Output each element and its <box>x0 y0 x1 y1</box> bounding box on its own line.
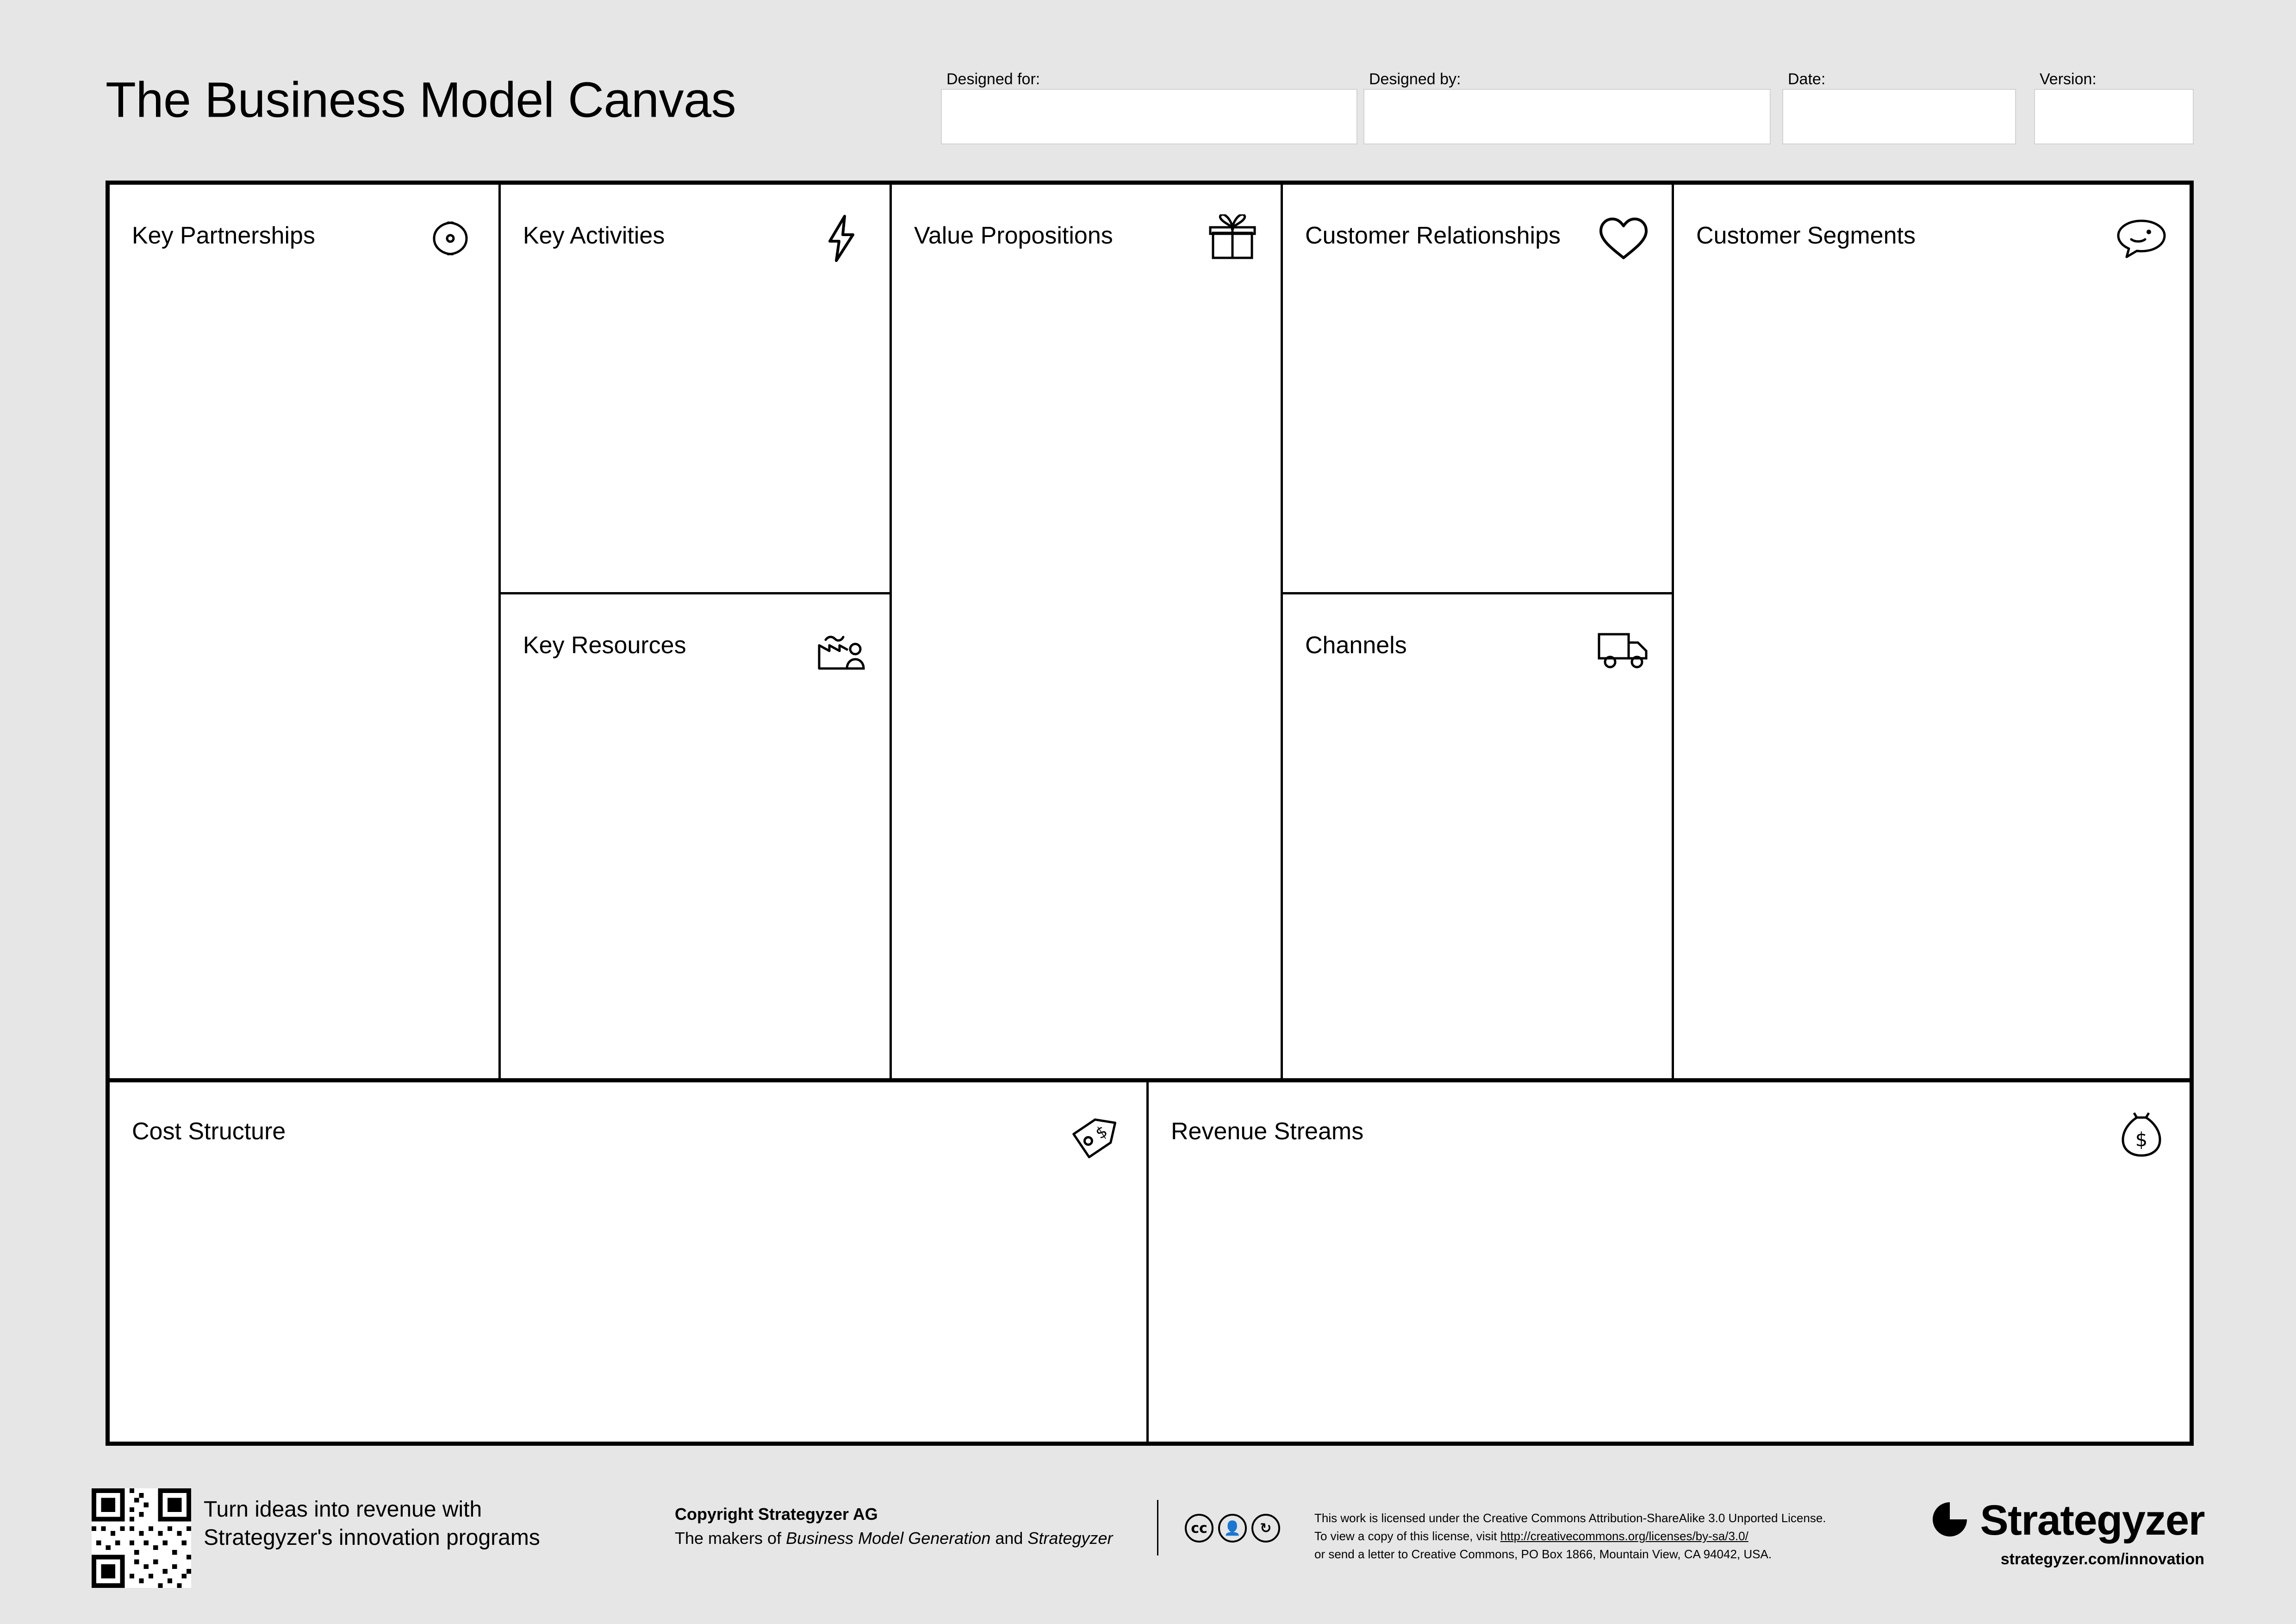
qr-code[interactable] <box>92 1488 191 1588</box>
date-label: Date: <box>1788 70 1826 88</box>
license-line-3: or send a letter to Creative Commons, PO Box 1866, Mountain View, CA 94042, USA. <box>1314 1547 1772 1561</box>
svg-text:$: $ <box>2135 1128 2148 1151</box>
makers-and: and <box>990 1529 1028 1548</box>
footer-tagline-line2: Strategyzer's innovation programs <box>204 1525 540 1550</box>
divider-horizontal-bottom-row <box>110 1078 2190 1082</box>
block-customer-relationships[interactable] <box>1283 185 1672 592</box>
block-revenue-streams[interactable] <box>1149 1081 2190 1442</box>
canvas-grid <box>106 181 2194 1446</box>
date-input[interactable] <box>1783 90 2015 144</box>
canvas-header <box>0 0 2296 174</box>
divider-vertical-3 <box>1281 185 1283 1078</box>
block-title-cost-structure: Cost Structure <box>132 1118 286 1145</box>
version-input[interactable] <box>2035 90 2193 144</box>
brand-url[interactable]: strategyzer.com/innovation <box>2000 1550 2204 1568</box>
block-customer-segments[interactable] <box>1674 185 2190 1078</box>
version-label: Version: <box>2040 70 2097 88</box>
speech-person-icon <box>2114 211 2169 266</box>
divider-vertical-1 <box>498 185 501 1078</box>
block-title-key-partnerships: Key Partnerships <box>132 222 315 249</box>
designed-by-label: Designed by: <box>1369 70 1461 88</box>
gift-box-icon <box>1205 211 1260 266</box>
partnership-links-icon <box>423 211 478 266</box>
footer-tagline <box>204 1495 540 1552</box>
block-key-partnerships[interactable] <box>110 185 498 1078</box>
designed-by-field[interactable] <box>1363 70 1771 144</box>
block-channels[interactable] <box>1283 594 1672 1078</box>
license-line-2-prefix: To view a copy of this license, visit <box>1314 1529 1500 1543</box>
license-link[interactable]: http://creativecommons.org/licenses/by-sa/3.0/ <box>1500 1529 1748 1543</box>
svg-text:$: $ <box>1092 1122 1111 1143</box>
strategyzer-logo-icon <box>1930 1499 1970 1542</box>
license-line-2 <box>1314 1527 1826 1545</box>
footer-divider <box>1157 1500 1158 1555</box>
makers-line <box>675 1526 1113 1550</box>
divider-horizontal-activities-resources <box>501 592 890 594</box>
brand-name: Strategyzer <box>1980 1497 2204 1544</box>
block-key-resources[interactable] <box>501 594 890 1078</box>
page-title: The Business Model Canvas <box>106 71 736 128</box>
block-title-value-propositions: Value Propositions <box>914 222 1113 249</box>
copyright-line: Copyright Strategyzer AG <box>675 1505 878 1524</box>
block-title-customer-relationships: Customer Relationships <box>1305 222 1561 249</box>
divider-horizontal-relationships-channels <box>1283 592 1672 594</box>
makers-book-title: Business Model Generation <box>786 1529 991 1548</box>
date-field[interactable] <box>1782 70 2016 144</box>
block-cost-structure[interactable] <box>110 1081 1146 1442</box>
makers-prefix: The makers of <box>675 1529 786 1548</box>
cc-by-person-icon: 👤 <box>1218 1514 1247 1543</box>
factory-worker-icon <box>814 620 869 676</box>
brand-row <box>1930 1496 2204 1545</box>
makers-brand: Strategyzer <box>1027 1529 1113 1548</box>
price-tag-icon <box>1070 1106 1126 1162</box>
block-title-customer-segments: Customer Segments <box>1696 222 1916 249</box>
divider-vertical-5 <box>1146 1081 1149 1442</box>
block-title-channels: Channels <box>1305 632 1407 659</box>
license-text <box>1314 1509 1826 1563</box>
creative-commons-badges <box>1185 1514 1280 1543</box>
heart-icon <box>1596 211 1651 266</box>
cc-icon: cc <box>1185 1514 1213 1543</box>
delivery-truck-icon <box>1596 620 1651 676</box>
designed-by-input[interactable] <box>1364 90 1770 144</box>
divider-vertical-2 <box>890 185 892 1078</box>
block-key-activities[interactable] <box>501 185 890 592</box>
divider-vertical-4 <box>1672 185 1674 1078</box>
strategyzer-brand <box>1930 1496 2204 1568</box>
copyright-block <box>675 1502 1113 1550</box>
designed-for-input[interactable] <box>942 90 1356 144</box>
footer-tagline-line1: Turn ideas into revenue with <box>204 1497 482 1522</box>
block-title-revenue-streams: Revenue Streams <box>1171 1118 1364 1145</box>
block-title-key-resources: Key Resources <box>523 632 686 659</box>
designed-for-field[interactable] <box>941 70 1357 144</box>
block-title-key-activities: Key Activities <box>523 222 665 249</box>
lightning-bolt-icon <box>814 211 869 266</box>
money-bag-icon <box>2114 1106 2169 1162</box>
version-field[interactable] <box>2034 70 2194 144</box>
license-line-1: This work is licensed under the Creative Commons Attribution-ShareAlike 3.0 Unported License. <box>1314 1511 1826 1525</box>
block-value-propositions[interactable] <box>892 185 1281 1078</box>
cc-sharealike-icon: ↻ <box>1251 1514 1280 1543</box>
designed-for-label: Designed for: <box>946 70 1040 88</box>
